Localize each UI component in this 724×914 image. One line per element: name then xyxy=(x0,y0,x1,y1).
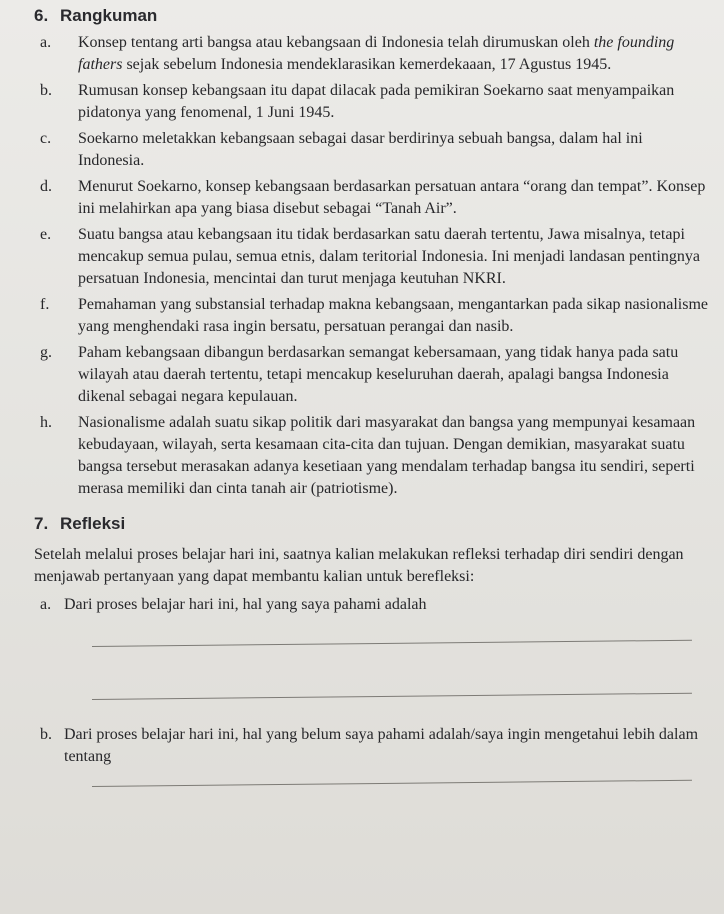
item-text xyxy=(78,32,708,76)
question-label: a. xyxy=(40,596,52,613)
section-number: 6. xyxy=(34,6,49,25)
summary-item xyxy=(34,32,708,76)
item-label: d. xyxy=(40,178,52,195)
summary-item xyxy=(34,176,708,220)
item-text-start: Konsep tentang arti bangsa atau kebangsaan di Indonesia telah dirumuskan oleh xyxy=(78,34,594,51)
item-text: Pemahaman yang substansial terhadap makna kebangsaan, mengantarkan pada sikap nasionalisme yang menghendaki rasa ingin bersatu, persatuan perangai dan nasib. xyxy=(78,296,709,335)
item-text: Nasionalisme adalah suatu sikap politik dari masyarakat dan bangsa yang mempunyai kesamaan kebudayaan, wilayah, serta kesamaan cita-cita dan tujuan. Dengan demikian, masyarakat suatu bangsa tersebut merasakan adanya kesetiaan yang mendalam terhadap bangsa itu sendiri, seperti merasa memiliki dan cinta tanah air (patriotisme). xyxy=(78,414,696,497)
item-label: h. xyxy=(40,414,52,431)
section-6-heading xyxy=(34,6,708,26)
item-text: Rumusan konsep kebangsaan itu dapat dilacak pada pemikiran Soekarno saat menyampaikan pidatonya yang fenomenal, 1 Juni 1945. xyxy=(78,82,675,121)
section-number: 7. xyxy=(34,514,49,533)
section-7-heading xyxy=(34,514,708,534)
reflection-intro: Setelah melalui proses belajar hari ini, saatnya kalian melakukan refleksi terhadap diri sendiri dengan menjawab pertanyaan yang dapat membantu kalian untuk berefleksi: xyxy=(34,546,684,585)
item-label: e. xyxy=(40,226,52,243)
item-text: Menurut Soekarno, konsep kebangsaan berdasarkan persatuan antara “orang dan tempat”. Konsep ini melahirkan apa yang biasa disebut sebagai “Tanah Air”. xyxy=(78,178,706,217)
question-text: Dari proses belajar hari ini, hal yang saya pahami adalah xyxy=(64,596,427,613)
summary-list xyxy=(34,32,708,500)
item-label: c. xyxy=(40,130,52,147)
item-text-end: sejak sebelum Indonesia mendeklarasikan kemerdekaaan, 17 Agustus 1945. xyxy=(122,56,612,73)
summary-item xyxy=(34,224,708,290)
item-text: Paham kebangsaan dibangun berdasarkan semangat kebersamaan, yang tidak hanya pada satu wilayah atau daerah tertentu, tetapi mencakup keseluruhan daerah, apalagi bangsa Indonesia dikenal sebagai negara kepulauan. xyxy=(78,344,679,405)
section-title: Refleksi xyxy=(60,514,126,533)
summary-item xyxy=(34,294,708,338)
summary-item xyxy=(34,80,708,124)
item-label: g. xyxy=(40,344,52,361)
summary-item xyxy=(34,412,708,500)
reflection-section xyxy=(34,514,708,787)
item-text-italic: the founding fathers xyxy=(78,34,675,73)
reflection-question xyxy=(34,594,708,616)
section-title: Rangkuman xyxy=(60,6,158,25)
reflection-question xyxy=(34,724,708,768)
summary-item xyxy=(34,342,708,408)
summary-item xyxy=(34,128,708,172)
item-label: b. xyxy=(40,82,52,99)
question-text: Dari proses belajar hari ini, hal yang belum saya pahami adalah/saya ingin mengetahui lebih dalam tentang xyxy=(64,726,699,765)
item-text: Soekarno meletakkan kebangsaan sebagai dasar berdirinya sebuah bangsa, dalam hal ini Indonesia. xyxy=(78,130,643,169)
question-label: b. xyxy=(40,726,52,743)
item-label: a. xyxy=(40,34,52,51)
item-label: f. xyxy=(40,296,50,313)
item-text: Suatu bangsa atau kebangsaan itu tidak berdasarkan satu daerah tertentu, Jawa misalnya, tetapi mencakup semua pulau, semua etnis, dalam teritorial Indonesia. Ini menjadi landasan pentingnya persatuan Indonesia, mencintai dan turut menjaga keutuhan NKRI. xyxy=(78,226,701,287)
